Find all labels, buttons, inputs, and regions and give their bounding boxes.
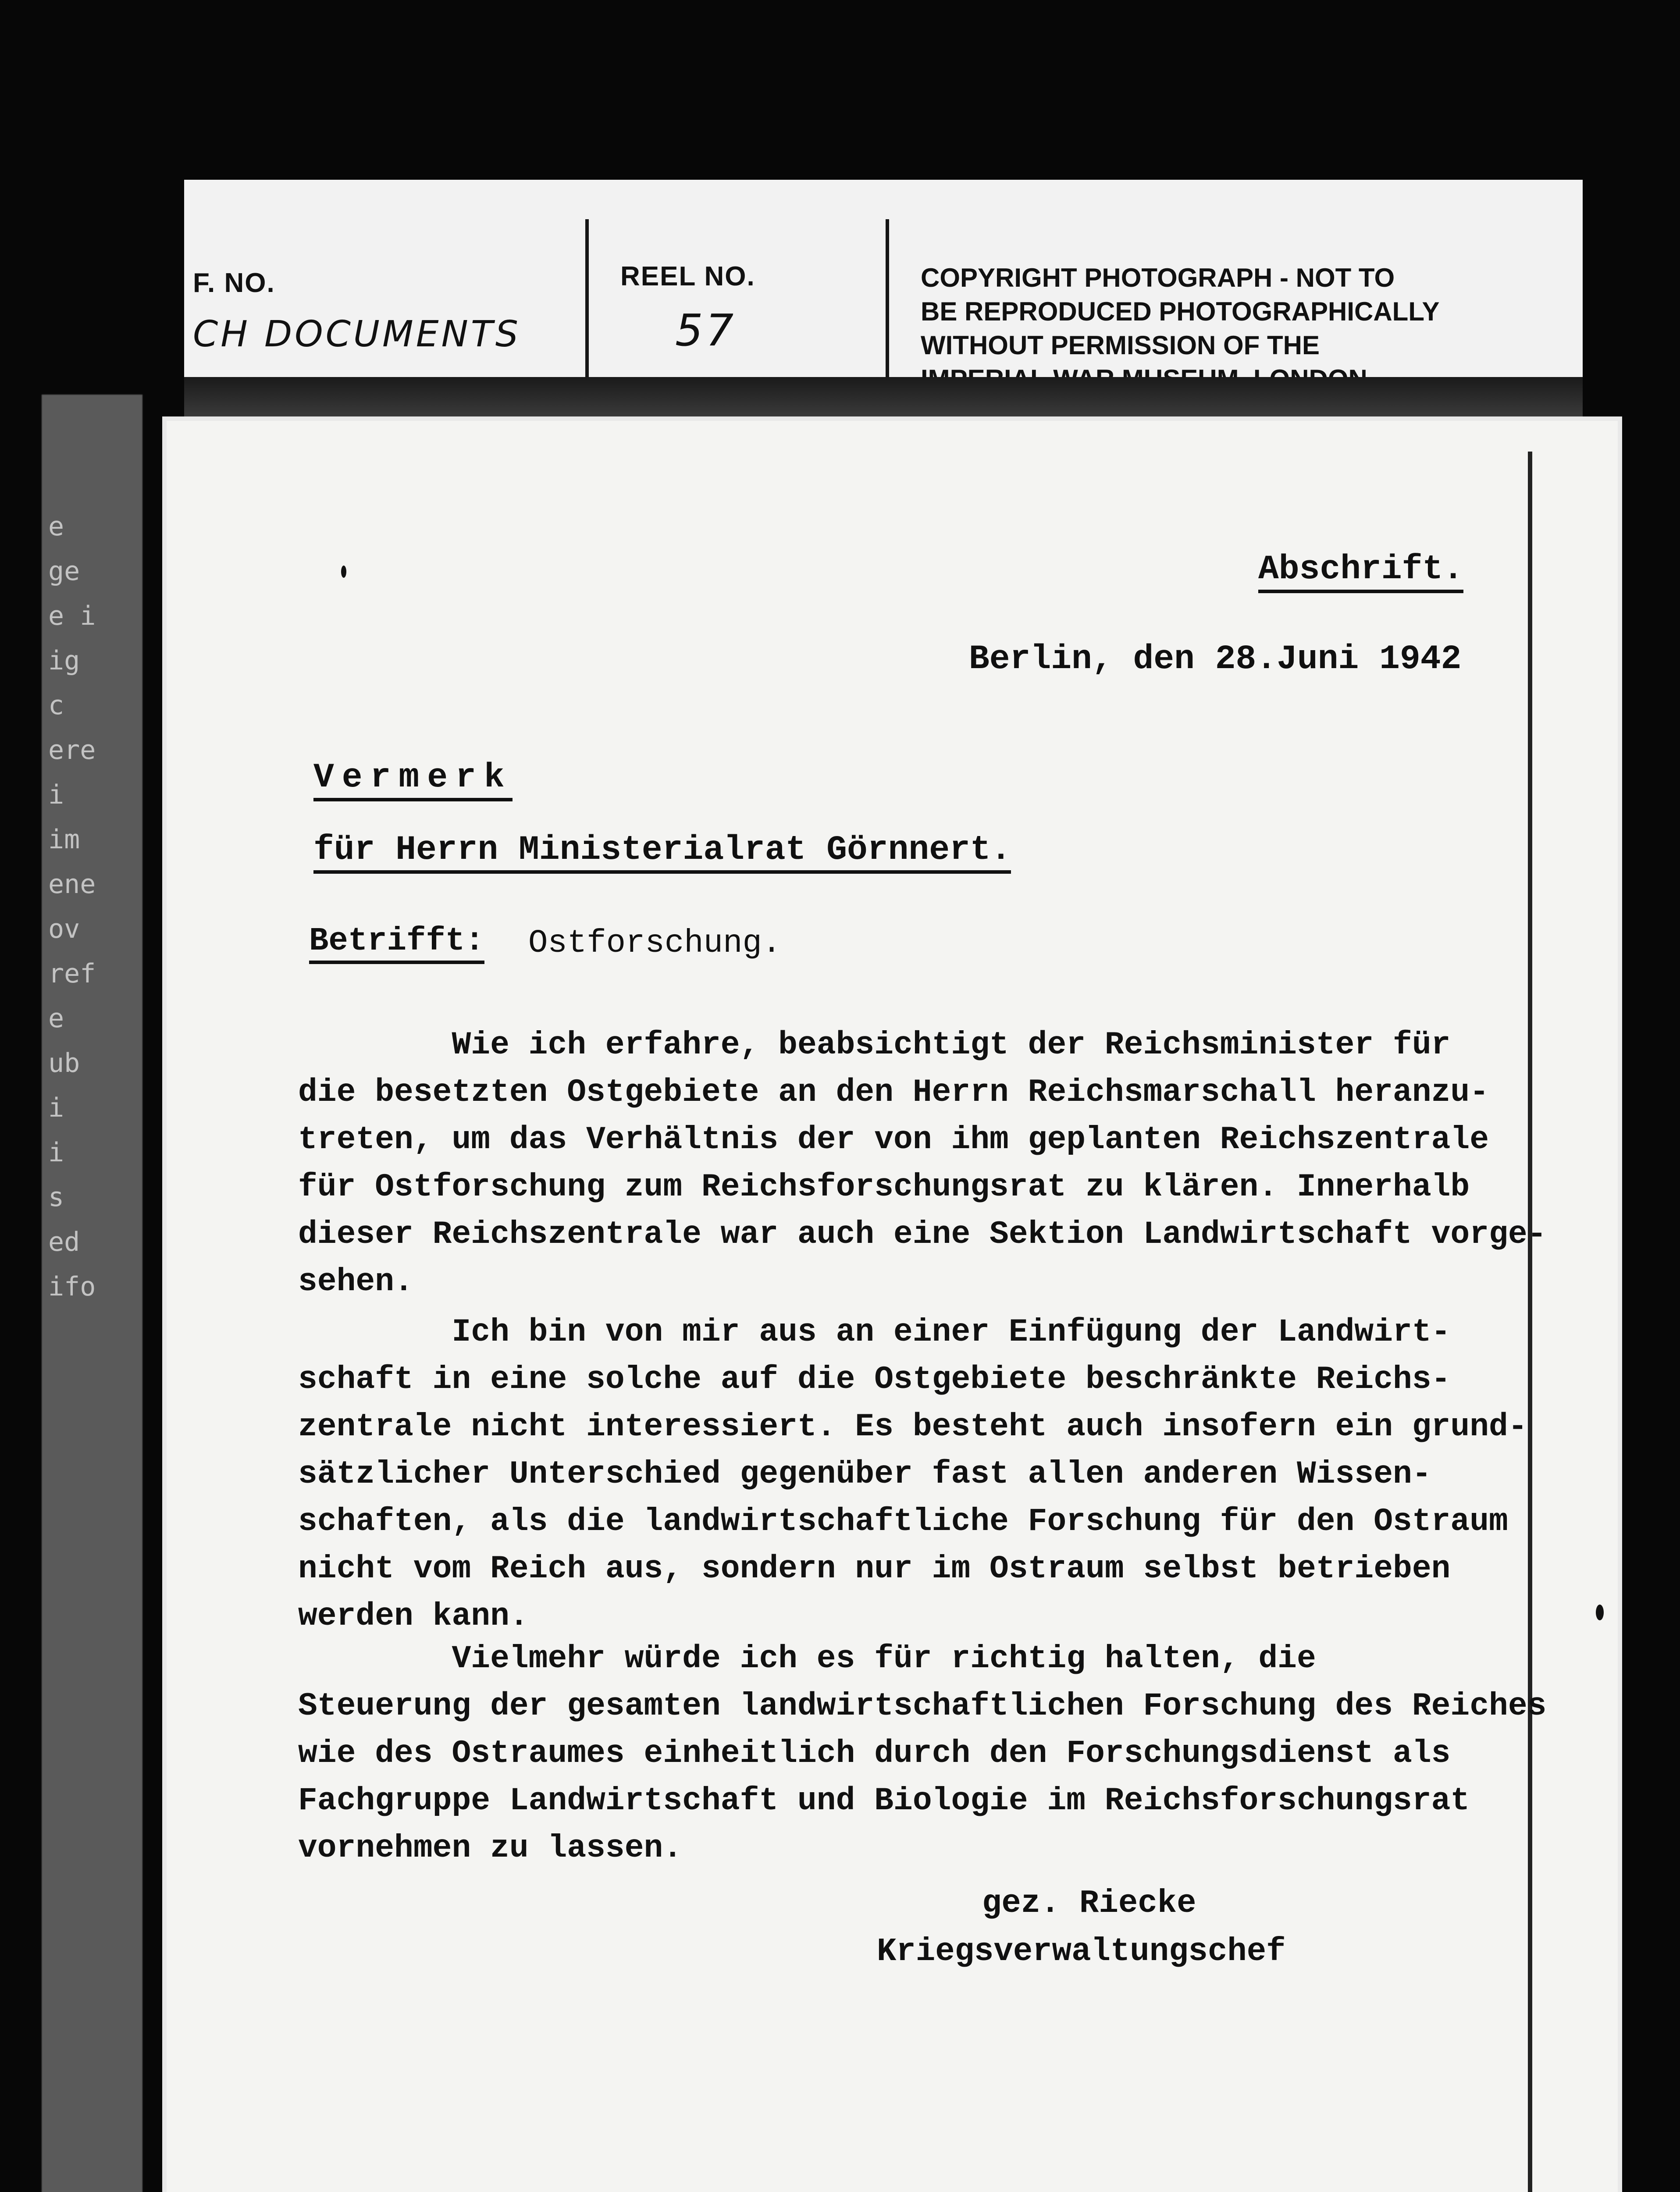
underlying-text-fragment: e i: [48, 601, 96, 631]
archive-header-card: [184, 180, 1583, 408]
underlying-text-fragment: ref: [48, 958, 96, 989]
underlying-text-fragment: ub: [48, 1048, 80, 1078]
speck: [1596, 1605, 1604, 1620]
text-line: vornehmen zu lassen.: [298, 1830, 683, 1866]
text-line: Ich bin von mir aus an einer Einfügung der Landwirt-: [298, 1314, 1451, 1350]
paragraph-1: [298, 1021, 1547, 1306]
underlying-text-fragment: ifo: [48, 1271, 96, 1302]
underlying-text-fragment: i: [48, 1137, 64, 1168]
text-line: Wie ich erfahre, beabsichtigt der Reichsminister für: [298, 1027, 1451, 1063]
page-fold-shadow: [184, 377, 1583, 416]
signature-title: Kriegsverwaltungschef: [877, 1933, 1286, 1970]
text-line: wie des Ostraumes einheitlich durch den Forschungsdienst als: [298, 1735, 1451, 1772]
document-label: Abschrift.: [1258, 550, 1463, 593]
subject-label: Betrifft:: [309, 923, 484, 964]
text-line: Fachgruppe Landwirtschaft und Biologie im Reichsforschungsrat: [298, 1783, 1470, 1819]
ref-value: CH DOCUMENTS: [193, 313, 521, 355]
text-line: schaft in eine solche auf die Ostgebiete beschränkte Reichs-: [298, 1361, 1451, 1398]
header-divider-1: [585, 219, 589, 395]
underlying-text-fragment: ov: [48, 914, 80, 944]
text-line: schaften, als die landwirtschaftliche Forschung für den Ostraum: [298, 1503, 1508, 1540]
text-line: dieser Reichszentrale war auch eine Sektion Landwirtschaft vorge-: [298, 1216, 1547, 1253]
underlying-text-fragment: ig: [48, 645, 80, 676]
recipient-line: für Herrn Ministerialrat Görnnert.: [313, 831, 1011, 874]
reel-label: REEL NO.: [620, 261, 755, 292]
underlying-text-fragment: i: [48, 1092, 64, 1123]
reel-value: 57: [675, 305, 737, 356]
underlying-text-fragment: ene: [48, 869, 96, 900]
underlying-text-fragment: e: [48, 511, 64, 542]
text-line: Steuerung der gesamten landwirtschaftlichen Forschung des Reiches: [298, 1688, 1547, 1724]
underlying-text-fragment: i: [48, 779, 64, 810]
underlying-page-text: [48, 504, 127, 1309]
signature-name: gez. Riecke: [982, 1885, 1196, 1922]
copyright-line: BE REPRODUCED PHOTOGRAPHICALLY: [921, 297, 1440, 326]
text-line: treten, um das Verhältnis der von ihm geplanten Reichszentrale: [298, 1121, 1489, 1158]
text-line: für Ostforschung zum Reichsforschungsrat zu klären. Innerhalb: [298, 1169, 1470, 1205]
text-line: sätzlicher Unterschied gegenüber fast allen anderen Wissen-: [298, 1456, 1431, 1492]
text-line: werden kann.: [298, 1598, 529, 1634]
speck: [341, 566, 346, 578]
copyright-line: WITHOUT PERMISSION OF THE: [921, 331, 1320, 360]
underlying-text-fragment: ed: [48, 1227, 80, 1257]
underlying-text-fragment: s: [48, 1182, 64, 1213]
text-line: die besetzten Ostgebiete an den Herrn Reichsmarschall heranzu-: [298, 1074, 1489, 1110]
text-line: nicht vom Reich aus, sondern nur im Ostraum selbst betrieben: [298, 1551, 1451, 1587]
underlying-text-fragment: ge: [48, 556, 80, 587]
underlying-text-fragment: e: [48, 1003, 64, 1034]
document-page: [167, 421, 1618, 2192]
subject-value: Ostforschung.: [528, 925, 782, 962]
text-line: zentrale nicht interessiert. Es besteht auch insofern ein grund-: [298, 1409, 1527, 1445]
ref-label: F. NO.: [193, 268, 275, 298]
text-line: sehen.: [298, 1263, 413, 1300]
document-title: Vermerk: [313, 758, 513, 801]
paragraph-3: [298, 1635, 1547, 1872]
underlying-text-fragment: im: [48, 824, 80, 855]
underlying-text-fragment: c: [48, 690, 64, 721]
header-divider-2: [886, 219, 889, 395]
underlying-text-fragment: ere: [48, 735, 96, 765]
place-date: Berlin, den 28.Juni 1942: [969, 640, 1462, 679]
copyright-line: COPYRIGHT PHOTOGRAPH - NOT TO: [921, 263, 1395, 292]
text-line: Vielmehr würde ich es für richtig halten, die: [298, 1640, 1316, 1677]
paragraph-2: [298, 1309, 1543, 1640]
copyright-notice: [921, 261, 1578, 396]
